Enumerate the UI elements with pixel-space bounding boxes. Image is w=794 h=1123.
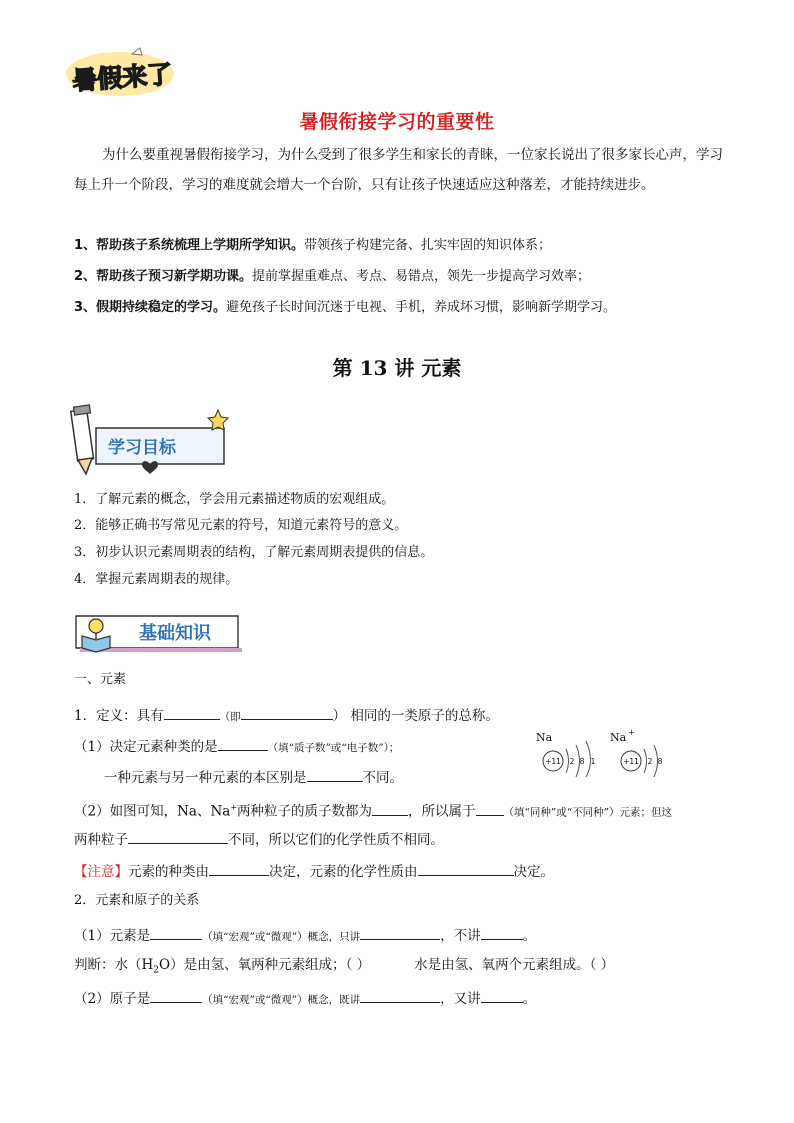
objective-item: 3．初步认识元素周期表的结构，了解元素周期表提供的信息。	[74, 545, 434, 560]
basics-banner-label: 基础知识	[139, 623, 211, 644]
svg-text:8: 8	[657, 757, 663, 766]
note-tag: 【注意】	[74, 864, 128, 880]
svg-text:2: 2	[647, 757, 653, 766]
svg-text:1: 1	[590, 757, 596, 766]
question-1: （1）决定元素种类的是 （填“质子数”或“电子数”）；	[74, 735, 399, 758]
svg-text:+11: +11	[545, 757, 561, 766]
svg-text:Na: Na	[536, 731, 553, 744]
sodium-atom-diagram	[536, 731, 596, 777]
objective-item: 1．了解元素的概念，学会用元素描述物质的宏观组成。	[74, 492, 395, 507]
objective-item: 4．掌握元素周期表的规律。	[74, 572, 239, 587]
svg-text:+: +	[628, 728, 635, 737]
question-1b: 一种元素与另一种元素的本区别是 不同。	[104, 766, 403, 788]
question-2: （2）如图可知，Na、Na+两种粒子的质子数都为 ，所以属于 （填“同种”或“不同种”）元素；但这	[74, 798, 672, 823]
basics-banner	[70, 606, 246, 656]
question-2b: 两种粒子 不同，所以它们的化学性质不相同。	[74, 828, 444, 850]
summer-logo	[62, 44, 184, 102]
objective-item: 2．能够正确书写常见元素的符号，知道元素符号的意义。	[74, 518, 408, 533]
point-3: 3、假期持续稳定的学习。避免孩子长时间沉迷于电视、手机，养成坏习惯，影响新学期学习。	[74, 300, 617, 315]
logo-text: 暑假来了	[71, 59, 174, 96]
point-1: 1、帮助孩子系统梳理上学期所学知识。带领孩子构建完备、扎实牢固的知识体系；	[74, 238, 552, 253]
relation-1: （1）元素是 （填“宏观”或“微观”）概念，只讲 ，不讲 。	[74, 924, 536, 947]
point-2: 2、帮助孩子预习新学期功课。提前掌握重难点、考点、易错点，领先一步提高学习效率；	[74, 269, 591, 284]
section-heading-elements: 一、元素	[74, 672, 127, 687]
section-heading-relation: 2．元素和原子的关系	[74, 893, 200, 908]
svg-text:8: 8	[579, 757, 585, 766]
lesson-title: 第 13 讲 元素	[332, 356, 462, 380]
svg-text:Na: Na	[610, 731, 627, 744]
star-icon	[208, 410, 228, 430]
objectives-banner-label: 学习目标	[108, 438, 176, 458]
note-line: 【注意】元素的种类由 决定，元素的化学性质由 决定。	[74, 860, 554, 882]
judgement-line: 判断：水$(H_2O)$是由氢、氧两种元素组成；（ ） 水是由氢、氧两个元素组成。（ ）	[74, 957, 615, 976]
intro-paragraph: 为什么要重视暑假衔接学习，为什么受到了很多学生和家长的青睐，一位家长说出了很多家长心声，学习每上升一个阶段，学习的难度就会增大一个台阶，只有让孩子快速适应这种落差，才能持续进步。	[74, 147, 723, 193]
page-header-title: 暑假衔接学习的重要性	[299, 111, 495, 133]
pencil-icon	[71, 405, 94, 474]
svg-text:2: 2	[569, 757, 575, 766]
svg-text:+11: +11	[623, 757, 639, 766]
sodium-ion-diagram	[610, 728, 663, 777]
atomic-structure-diagram	[528, 727, 678, 777]
definition-line: 1．定义：具有 （即 ） 相同的一类原子的总称。	[74, 704, 499, 727]
relation-2: （2）原子是 （填“宏观”或“微观”）概念，既讲 ，又讲 。	[74, 987, 536, 1010]
objectives-banner	[70, 404, 232, 478]
